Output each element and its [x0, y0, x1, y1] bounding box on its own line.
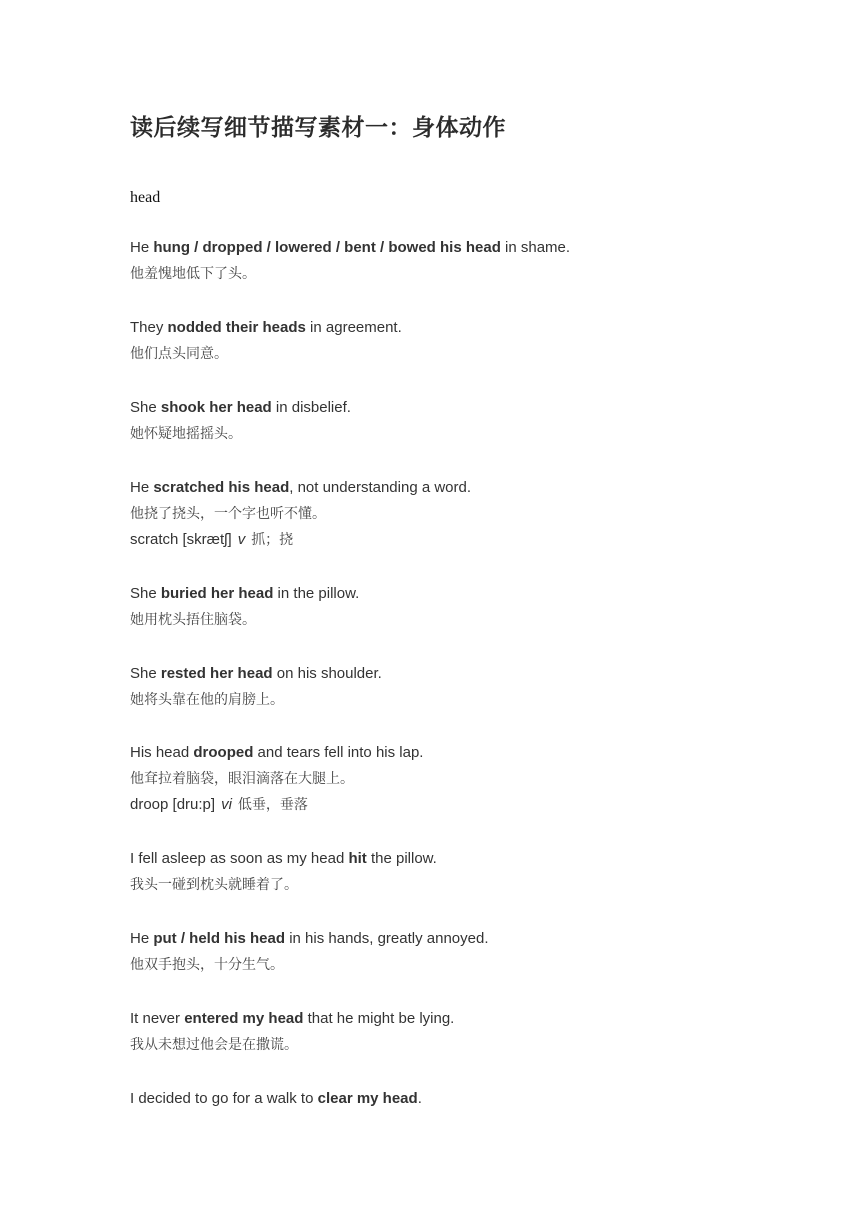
- sentence-text: I fell asleep as soon as my head: [130, 850, 349, 867]
- example-sentence: [130, 743, 770, 763]
- vocab-meaning: 低垂，垂落: [237, 797, 308, 813]
- sentence-text: that he might be lying.: [303, 1010, 455, 1027]
- sentence-text: in his hands, greatly annoyed.: [285, 930, 489, 947]
- sentence-text: in the pillow.: [273, 585, 360, 602]
- chinese-translation: 他们点头同意。: [130, 346, 228, 362]
- sentence-text: .: [417, 1090, 422, 1107]
- example-sentence: [130, 478, 770, 498]
- entry: [130, 929, 770, 975]
- example-sentence: [130, 849, 770, 869]
- sentence-text: They: [130, 319, 168, 336]
- entry: [130, 478, 770, 550]
- chinese-translation: 他耷拉着脑袋，眼泪滴落在大腿上。: [130, 771, 354, 787]
- example-sentence: [130, 1089, 770, 1109]
- key-phrase: shook her head: [160, 399, 272, 416]
- sentence-text: and tears fell into his lap.: [253, 744, 424, 761]
- chinese-translation: 他双手抱头，十分生气。: [130, 957, 284, 973]
- sentence-text: He: [130, 930, 154, 947]
- vocabulary-note: [130, 795, 770, 815]
- sentence-text: in agreement.: [305, 319, 402, 336]
- entry: [130, 1089, 770, 1109]
- key-phrase: drooped: [193, 744, 254, 761]
- vocab-word: droop [dru:p]: [130, 796, 216, 813]
- key-phrase: buried her head: [160, 585, 274, 602]
- key-phrase: entered my head: [184, 1010, 304, 1027]
- entry: [130, 743, 770, 815]
- sentence-text: It never: [130, 1010, 185, 1027]
- entry: [130, 849, 770, 895]
- example-sentence: [130, 584, 770, 604]
- sentence-text: the pillow.: [366, 850, 437, 867]
- chinese-translation: 我从未想过他会是在撒谎。: [130, 1037, 298, 1053]
- sentence-text: He: [130, 479, 154, 496]
- key-phrase: nodded their heads: [167, 319, 306, 336]
- sentence-text: in shame.: [500, 239, 571, 256]
- chinese-translation: 他羞愧地低下了头。: [130, 266, 256, 282]
- sentence-text: in disbelief.: [271, 399, 351, 416]
- chinese-translation: 她用枕头捂住脑袋。: [130, 612, 256, 628]
- sentence-text: , not understanding a word.: [289, 479, 472, 496]
- entry: [130, 584, 770, 630]
- example-sentence: [130, 318, 770, 338]
- vocab-word: scratch [skrætʃ]: [130, 531, 232, 548]
- document-title: 读后续写细节描写素材一：身体动作: [130, 115, 506, 141]
- example-sentence: [130, 238, 770, 258]
- sentence-text: on his shoulder.: [272, 665, 382, 682]
- example-sentence: [130, 1009, 770, 1029]
- chinese-translation: 他挠了挠头，一个字也听不懂。: [130, 506, 326, 522]
- chinese-translation: 我头一碰到枕头就睡着了。: [130, 877, 298, 893]
- key-phrase: scratched his head: [153, 479, 290, 496]
- example-sentence: [130, 664, 770, 684]
- key-phrase: hung / dropped / lowered / bent / bowed his head: [153, 239, 501, 256]
- sentence-text: She: [130, 665, 161, 682]
- chinese-translation: 她将头靠在他的肩膀上。: [130, 692, 284, 708]
- example-sentence: [130, 398, 770, 418]
- entry: [130, 398, 770, 444]
- entry: [130, 318, 770, 364]
- sentence-text: She: [130, 399, 161, 416]
- sentence-text: I decided to go for a walk to: [130, 1090, 318, 1107]
- key-phrase: clear my head: [317, 1090, 418, 1107]
- key-phrase: rested her head: [160, 665, 273, 682]
- vocab-meaning: 抓；挠: [251, 532, 294, 548]
- sentence-text: His head: [130, 744, 194, 761]
- entry: [130, 664, 770, 710]
- part-of-speech: vi: [221, 796, 232, 813]
- key-phrase: put / held his head: [153, 930, 286, 947]
- chinese-translation: 她怀疑地摇摇头。: [130, 426, 242, 442]
- part-of-speech: v: [237, 531, 246, 548]
- vocabulary-note: [130, 530, 770, 550]
- sentence-text: She: [130, 585, 161, 602]
- entry: [130, 1009, 770, 1055]
- key-phrase: hit: [348, 850, 367, 867]
- entry: [130, 238, 770, 284]
- example-sentence: [130, 929, 770, 949]
- sentence-text: He: [130, 239, 154, 256]
- section-heading: head: [130, 189, 161, 206]
